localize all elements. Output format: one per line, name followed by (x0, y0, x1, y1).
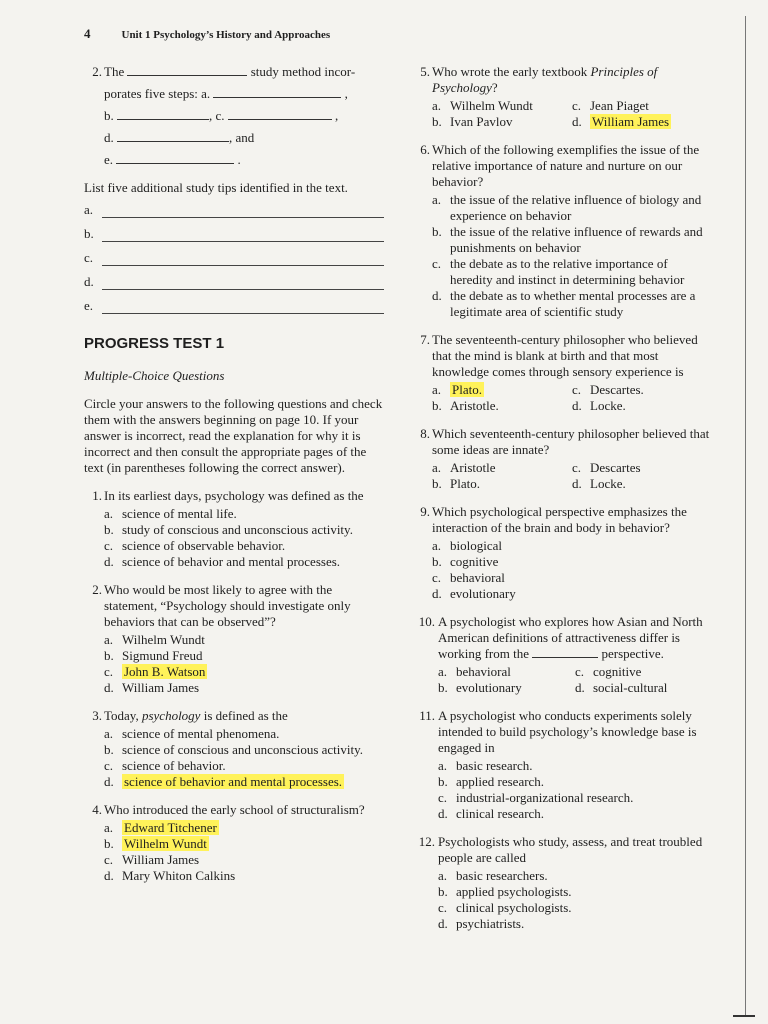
question-11: 11. A psychologist who conducts experiments solely intended to build psychology’s knowledge base is engaged in a. basic research. b. applied research. c. industrial-organizational research. d. clinical research. (412, 708, 712, 822)
answer-option[interactable]: a. basic researchers. (438, 868, 548, 883)
study-method-question: 2. The study method incor- porates five steps: a. , b. , c. , d. , and e. . (92, 64, 356, 167)
answer-option[interactable]: a. behavioral (438, 664, 511, 679)
answer-blank[interactable] (532, 646, 598, 658)
highlight: Wilhelm Wundt (124, 836, 207, 851)
answer-option[interactable]: c. the debate as to the relative importance of heredity and instinct in determining behavior (432, 256, 685, 287)
tip-line[interactable]: c. (84, 250, 384, 266)
answer-blank[interactable] (116, 152, 234, 164)
margin-rule (745, 16, 746, 1016)
answer-option[interactable]: d. psychiatrists. (438, 916, 525, 931)
answer-option[interactable]: b. the issue of the relative influence of rewards and punishments on behavior (432, 224, 703, 255)
section-title: PROGRESS TEST 1 (84, 335, 225, 352)
tip-line[interactable]: a. (84, 202, 384, 218)
right-column (412, 64, 712, 944)
answer-option[interactable]: c. science of observable behavior. (104, 538, 286, 553)
answer-option[interactable]: a. basic research. (438, 758, 533, 773)
answer-blank[interactable] (117, 108, 209, 120)
answer-option[interactable]: d. William James (104, 680, 200, 695)
answer-option[interactable]: c. science of behavior. (104, 758, 226, 773)
answer-option[interactable]: c. industrial-organizational research. (438, 790, 634, 805)
answer-option[interactable]: b. Plato. (432, 476, 480, 491)
question-3: 3. Today, psychology is defined as the a. science of mental phenomena. b. science of conscious and unconscious activity. c. science of behavior. d. science of behavior and mental processes. (84, 708, 384, 790)
highlight: Plato. (452, 382, 482, 397)
answer-option-highlighted[interactable]: d. William James (572, 114, 670, 129)
answer-option[interactable]: c. Descartes (572, 460, 641, 475)
answer-option-highlighted[interactable]: b. Wilhelm Wundt (104, 836, 207, 851)
answer-option[interactable]: d. Locke. (572, 398, 626, 413)
question-10: 10. A psychologist who explores how Asian and North American definitions of attractiveness differ is working from the perspective. a. behavioral c. cognitive b. evolutionary d. social-cultural (412, 614, 712, 696)
answer-option[interactable]: d. Mary Whiton Calkins (104, 868, 236, 883)
question-6: 6. Which of the following exemplifies the issue of the relative importance of nature and nurture on our behavior? a. the issue of the relative influence of biology and experience on behavior b. the issue of the relative influence of rewards and punishments on behavior c. the debate as to the relative importance of heredity and instinct in determining behavior d. the debate as to whether mental processes are a legitimate area of scientific study (412, 142, 712, 320)
instructions: Circle your answers to the following questions and check them with the answers beginning on page 10. If your answer is incorrect, read the explanation for why it is incorrect and then consult the appropriate pages of the text (in parentheses following the correct answer). (84, 396, 383, 475)
tips-lines (84, 202, 384, 314)
answer-option[interactable]: b. evolutionary (438, 680, 522, 695)
margin-tick (733, 1015, 755, 1017)
answer-option[interactable]: c. clinical psychologists. (438, 900, 572, 915)
answer-option[interactable]: d. the debate as to whether mental processes are a legitimate area of scientific study (432, 288, 696, 319)
answer-option-highlighted[interactable]: c. John B. Watson (104, 664, 206, 679)
left-column (84, 64, 384, 896)
answer-option[interactable]: a. science of mental life. (104, 506, 237, 521)
running-title: Unit 1 Psychology’s History and Approaches (121, 29, 331, 41)
answer-option-highlighted[interactable]: a. Plato. (432, 382, 482, 397)
answer-option[interactable]: d. clinical research. (438, 806, 545, 821)
answer-option[interactable]: d. Locke. (572, 476, 626, 491)
question-2: 2. Who would be most likely to agree with the statement, “Psychology should investigate only behaviors that can be observed”? a. Wilhelm Wundt b. Sigmund Freud c. John B. Watson d. William James (84, 582, 384, 696)
answer-option[interactable]: b. study of conscious and unconscious activity. (104, 522, 353, 537)
highlight: science of behavior and mental processes. (124, 774, 343, 789)
answer-option-highlighted[interactable]: a. Edward Titchener (104, 820, 217, 835)
answer-option[interactable]: a. biological (432, 538, 502, 553)
answer-option[interactable]: b. applied research. (438, 774, 545, 789)
question-1: 1. In its earliest days, psychology was defined as the a. science of mental life. b. study of conscious and unconscious activity. c. science of observable behavior. d. science of behavior and mental processes. (84, 488, 384, 570)
question-4: 4. Who introduced the early school of structuralism? a. Edward Titchener b. Wilhelm Wundt c. William James d. Mary Whiton Calkins (84, 802, 384, 884)
answer-option[interactable]: d. social-cultural (575, 680, 668, 695)
section-subtitle: Multiple-Choice Questions (84, 368, 225, 383)
answer-option[interactable]: a. Wilhelm Wundt (104, 632, 205, 647)
tips-prompt: List five additional study tips identified in the text. (84, 180, 348, 195)
answer-blank[interactable] (228, 108, 332, 120)
answer-blank[interactable] (117, 130, 229, 142)
tip-line[interactable]: d. (84, 274, 384, 290)
tip-line[interactable]: e. (84, 298, 384, 314)
page-number: 4 (84, 26, 91, 41)
answer-option[interactable]: d. evolutionary (432, 586, 516, 601)
answer-option[interactable]: b. science of conscious and unconscious activity. (104, 742, 364, 757)
answer-option[interactable]: a. Aristotle (432, 460, 496, 475)
tip-line[interactable]: b. (84, 226, 384, 242)
highlight: William James (592, 114, 670, 129)
question-9: 9. Which psychological perspective emphasizes the interaction of the brain and body in behavior? a. biological b. cognitive c. behavioral d. evolutionary (412, 504, 712, 602)
answer-option[interactable]: b. Sigmund Freud (104, 648, 203, 663)
question-7: 7. The seventeenth-century philosopher who believed that the mind is blank at birth and that most knowledge comes through sensory experience is a. Plato. c. Descartes. b. Aristotle. d. Locke. (412, 332, 712, 414)
answer-blank[interactable] (213, 86, 341, 98)
answer-option[interactable]: a. the issue of the relative influence of biology and experience on behavior (432, 192, 702, 223)
answer-option[interactable]: b. Ivan Pavlov (432, 114, 513, 129)
answer-option[interactable]: b. applied psychologists. (438, 884, 572, 899)
answer-blank[interactable] (127, 64, 247, 76)
question-12: 12. Psychologists who study, assess, and treat troubled people are called a. basic researchers. b. applied psychologists. c. clinical psychologists. d. psychiatrists. (412, 834, 712, 932)
answer-option[interactable]: d. science of behavior and mental processes. (104, 554, 341, 569)
highlight: Edward Titchener (124, 820, 217, 835)
answer-option[interactable]: c. behavioral (432, 570, 505, 585)
question-8: 8. Which seventeenth-century philosopher believed that some ideas are innate? a. Aristotle c. Descartes b. Plato. d. Locke. (412, 426, 712, 492)
answer-option[interactable]: c. Jean Piaget (572, 98, 649, 113)
question-5: 5. Who wrote the early textbook Principles of Psychology? a. Wilhelm Wundt c. Jean Piaget b. Ivan Pavlov d. William James (412, 64, 712, 130)
answer-option[interactable]: a. science of mental phenomena. (104, 726, 280, 741)
answer-option-highlighted[interactable]: d. science of behavior and mental processes. (104, 774, 343, 789)
page-header (84, 26, 330, 42)
answer-option[interactable]: c. William James (104, 852, 200, 867)
highlight: John B. Watson (124, 664, 206, 679)
answer-option[interactable]: b. cognitive (432, 554, 499, 569)
answer-option[interactable]: a. Wilhelm Wundt (432, 98, 533, 113)
answer-option[interactable]: b. Aristotle. (432, 398, 499, 413)
answer-option[interactable]: c. Descartes. (572, 382, 644, 397)
answer-option[interactable]: c. cognitive (575, 664, 642, 679)
